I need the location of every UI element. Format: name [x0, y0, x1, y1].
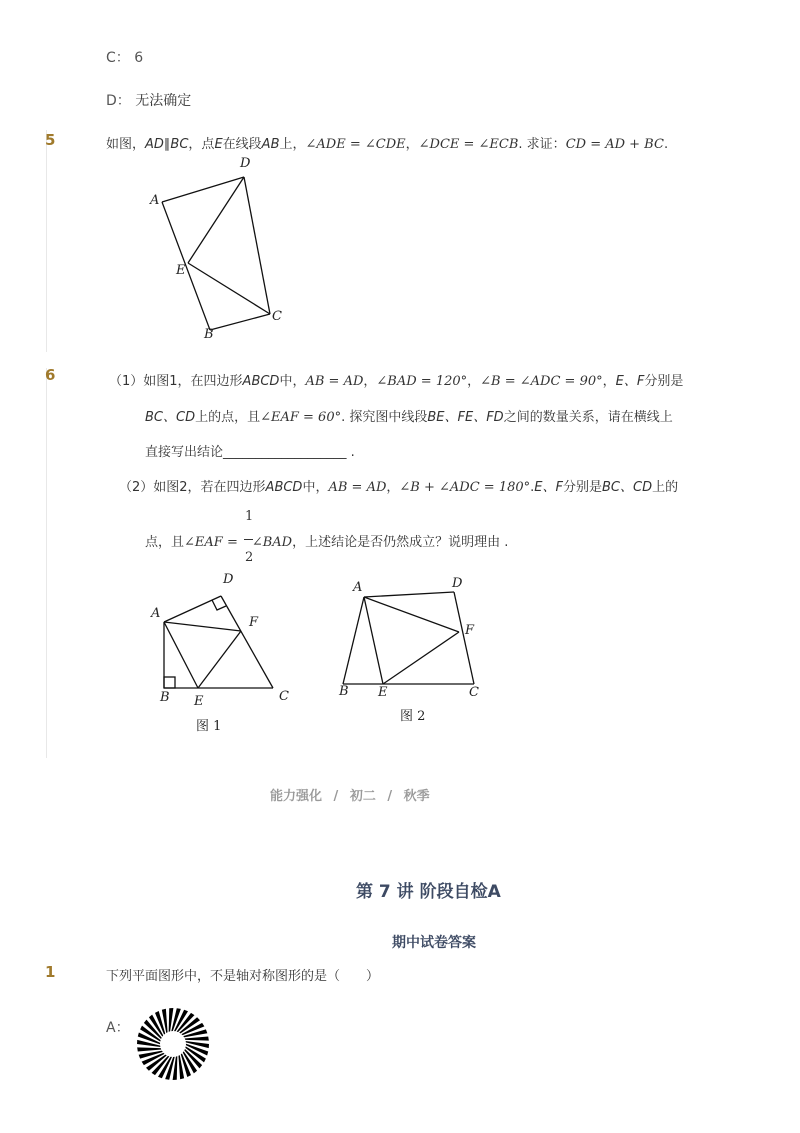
question-number-5: 5 — [45, 131, 56, 149]
q6-abcd: ABCD — [242, 374, 280, 389]
fraction-denominator: 2 — [245, 550, 254, 565]
q6-p1-c3: ∠B = ∠ADC = 90° — [480, 374, 603, 389]
footer-c: 秋季 — [403, 789, 430, 804]
question-6-part1-line3: 直接写出结论___________________ . — [145, 445, 355, 460]
pinwheel-center — [160, 1031, 186, 1057]
q5-text-c: 在线段 — [222, 137, 262, 152]
fig1-caption: 图 1 — [196, 719, 222, 734]
footer-b: 初二 — [349, 789, 376, 804]
q5-text-d: 上， — [279, 137, 306, 152]
fig2-label-c: C — [469, 685, 479, 700]
fig1-label-e: E — [194, 694, 204, 709]
footer-sep: / — [333, 789, 339, 804]
fig2-label-d: D — [452, 576, 463, 591]
fig2-label-a: A — [353, 580, 363, 595]
q5-label-a: A — [150, 193, 160, 208]
gutter-line — [46, 130, 47, 352]
q5-text-b: ，点 — [188, 137, 215, 152]
question-6-part2-line2 — [145, 531, 508, 550]
q6-l2-a: 上的点，且 — [195, 410, 261, 425]
q6-p2-d: 分别是 — [562, 480, 602, 495]
option-c: C： 6 — [106, 50, 144, 66]
option-d — [106, 90, 191, 110]
pinwheel-figure — [135, 1006, 211, 1082]
fig2-caption: 图 2 — [400, 709, 426, 724]
q5-end: . — [663, 137, 669, 152]
q6-comma: ， — [386, 480, 400, 495]
q5-cond1: ∠ADE = ∠CDE — [305, 137, 406, 152]
q5-sep: ， — [405, 137, 419, 152]
q6-l2-bccd: BC、CD — [145, 410, 196, 425]
q6-p2l2-rhs: ∠BAD — [251, 535, 293, 550]
q6-figure-1 — [145, 565, 305, 740]
footer-sep: / — [387, 789, 393, 804]
q5-label-d: D — [240, 156, 251, 171]
q6-figure-2 — [335, 570, 495, 730]
option-d-prefix: D： — [106, 93, 136, 109]
page-footer — [270, 785, 430, 804]
q6-p2l2-lhs: ∠EAF = — [184, 535, 238, 550]
gutter-line — [46, 368, 47, 758]
section-subtitle: 期中试卷答案 — [392, 935, 476, 951]
q6-p1-a: （1）如图1，在四边形 — [109, 374, 243, 389]
q5-ad-bc: AD∥BC — [145, 137, 189, 152]
option-d-text: 无法确定 — [135, 93, 192, 109]
q6-p1-b: 中， — [279, 374, 306, 389]
q5-label-c: C — [272, 309, 282, 324]
q6-p2-c2: ∠B + ∠ADC = 180° — [399, 480, 531, 495]
q6-p2-bccd: BC、CD — [602, 480, 653, 495]
question-1-text: 下列平面图形中，不是轴对称图形的是（ ） — [106, 969, 380, 984]
section-title: 第 7 讲 阶段自检A — [356, 882, 501, 902]
q5-goal: CD = AD + BC — [565, 137, 664, 152]
q6-p1-c1: AB = AD — [305, 374, 364, 389]
pinwheel-ray — [137, 1047, 164, 1051]
q5-cond2: ∠DCE = ∠ECB — [418, 137, 519, 152]
question-6-part1-line1 — [109, 370, 683, 389]
q6-l2-cond: ∠EAF = 60° — [260, 410, 342, 425]
fig1-label-f: F — [249, 615, 259, 630]
q6-comma: ， — [467, 374, 481, 389]
fig1-label-d: D — [223, 572, 234, 587]
fig2-label-e: E — [378, 685, 388, 700]
q5-ab: AB — [261, 137, 280, 152]
pinwheel-ray — [181, 1037, 208, 1041]
fig1-label-b: B — [160, 690, 170, 705]
fig1-label-a: A — [151, 606, 161, 621]
q6-p2-b: 中， — [302, 480, 329, 495]
question-6-part1-line2 — [145, 406, 673, 425]
fig2-label-b: B — [339, 684, 349, 699]
fraction-numerator: 1 — [245, 509, 254, 524]
q6-p1-c2: ∠BAD = 120° — [376, 374, 468, 389]
question-number-6: 6 — [45, 366, 56, 384]
question-1-option-a: A： — [106, 1020, 130, 1036]
q6-l2-b: . 探究图中线段 — [341, 410, 428, 425]
q6-p2-c1: AB = AD — [328, 480, 387, 495]
q6-comma: ， — [363, 374, 377, 389]
q6-p1-d: 分别是 — [644, 374, 684, 389]
q5-figure — [140, 150, 300, 350]
fig1-label-c: C — [279, 689, 289, 704]
pinwheel-ray — [162, 1009, 168, 1036]
fig2-label-f: F — [465, 623, 475, 638]
q5-text-e: . 求证： — [518, 137, 566, 152]
q6-p1-ef: E、F — [615, 374, 645, 389]
q6-comma: ， — [602, 374, 616, 389]
q6-p2-abcd: ABCD — [265, 480, 303, 495]
question-number-1: 1 — [45, 963, 56, 981]
q5-text-a: 如图， — [106, 137, 146, 152]
q5-label-e: E — [176, 263, 186, 278]
pinwheel-ray — [178, 1052, 184, 1079]
q5-label-b: B — [204, 327, 214, 342]
q6-p2-e: 上的 — [652, 480, 679, 495]
q6-p2-c: . — [530, 480, 535, 495]
q6-p2-a: （2）如图2，若在四边形 — [119, 480, 266, 495]
footer-a: 能力强化 — [270, 789, 323, 804]
q5-e: E — [214, 137, 223, 152]
q6-p2-ef: E、F — [534, 480, 563, 495]
q6-l2-c: 之间的数量关系，请在横线上 — [503, 410, 673, 425]
q6-p2l2-a: 点，且 — [145, 535, 185, 550]
q6-p2l2-b: ，上述结论是否仍然成立？说明理由 . — [292, 535, 509, 550]
q6-l2-seg: BE、FE、FD — [427, 410, 504, 425]
question-6-part2-line1 — [119, 476, 678, 495]
